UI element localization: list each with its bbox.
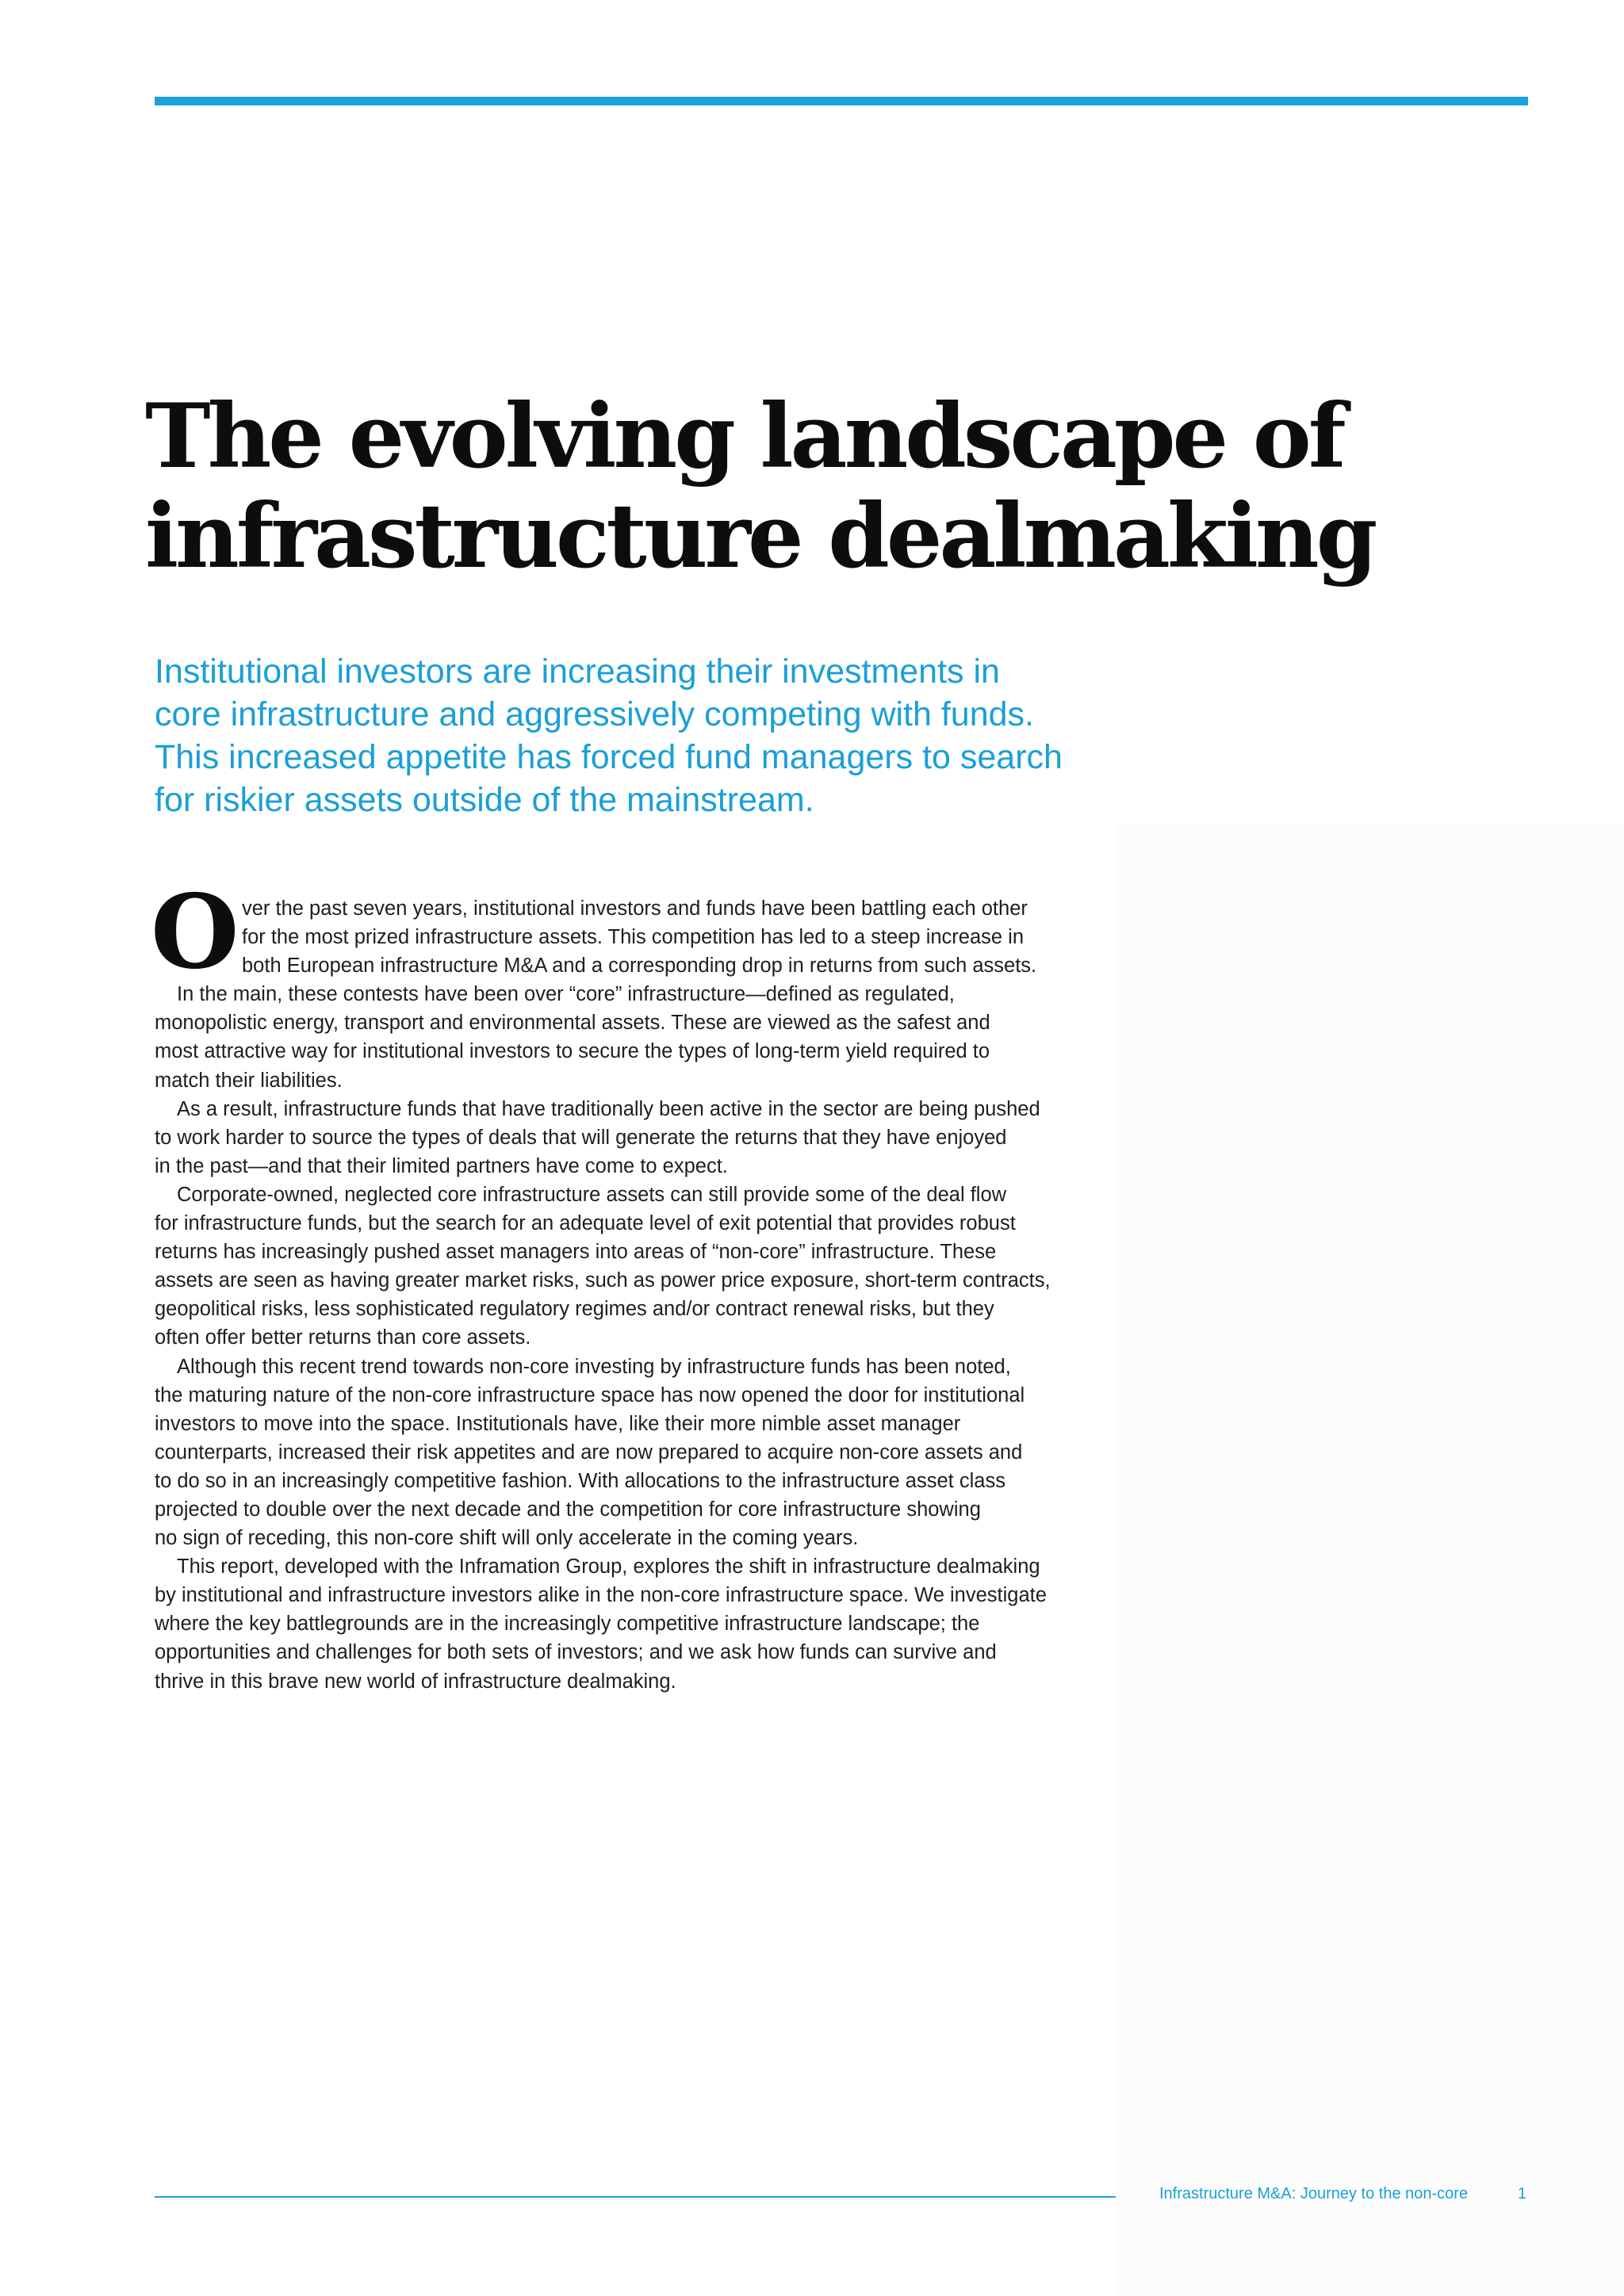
- body-line: for infrastructure funds, but the search for an adequate level of exit potential that provides robust: [155, 1212, 1016, 1235]
- body-line: projected to double over the next decade and the competition for core infrastructure showing: [155, 1498, 981, 1521]
- body-line: in the past—and that their limited partners have come to expect.: [155, 1154, 728, 1177]
- body-line: As a result, infrastructure funds that have traditionally been active in the sector are being pushed: [177, 1097, 1040, 1120]
- body-line: ver the past seven years, institutional investors and funds have been battling each other: [242, 897, 1028, 920]
- footer-rule: [155, 2196, 1116, 2198]
- standfirst-line: This increased appetite has forced fund managers to search: [155, 738, 1063, 776]
- page-title: [145, 387, 1493, 587]
- body-line: Corporate-owned, neglected core infrastructure assets can still provide some of the deal flow: [177, 1183, 1007, 1206]
- body-line: where the key battlegrounds are in the increasingly competitive infrastructure landscape; the: [155, 1613, 980, 1636]
- body-line: thrive in this brave new world of infrastructure dealmaking.: [155, 1670, 676, 1693]
- body-line: most attractive way for institutional investors to secure the types of long-term yield required to: [155, 1040, 990, 1063]
- title-line: The evolving landscape of: [145, 385, 1343, 488]
- body-line: match their liabilities.: [155, 1069, 343, 1092]
- standfirst-line: for riskier assets outside of the mainstream.: [155, 781, 814, 819]
- body-line: This report, developed with the Inframation Group, explores the shift in infrastructure dealmaking: [177, 1556, 1040, 1578]
- body-line: often offer better returns than core assets.: [155, 1326, 531, 1349]
- footer-publication-title: Infrastructure M&A: Journey to the non-core: [1159, 2185, 1469, 2202]
- body-line: assets are seen as having greater market risks, such as power price exposure, short-term contracts,: [155, 1269, 1051, 1292]
- page-background-shade: [1115, 825, 1624, 2296]
- body-line: to work harder to source the types of deals that will generate the returns that they have enjoyed: [155, 1126, 1007, 1149]
- body-line: to do so in an increasingly competitive fashion. With allocations to the infrastructure asset class: [155, 1469, 1005, 1492]
- standfirst-line: core infrastructure and aggressively competing with funds.: [155, 695, 1034, 733]
- body-line: investors to move into the space. Institutionals have, like their more nimble asset manager: [155, 1412, 961, 1435]
- top-accent-rule: [155, 97, 1528, 105]
- body-line: the maturing nature of the non-core infrastructure space has now opened the door for institutional: [155, 1383, 1025, 1406]
- body-line: for the most prized infrastructure assets. This competition has led to a steep increase in: [242, 926, 1025, 949]
- body-line: opportunities and challenges for both sets of investors; and we ask how funds can survive and: [155, 1641, 997, 1664]
- page-number: 1: [1518, 2185, 1527, 2202]
- body-line: returns has increasingly pushed asset managers into areas of “non-core” infrastructure. These: [155, 1241, 997, 1264]
- body-line: geopolitical risks, less sophisticated regulatory regimes and/or contract renewal risks, but they: [155, 1298, 994, 1321]
- standfirst: [155, 650, 1146, 821]
- body-line: by institutional and infrastructure investors alike in the non-core infrastructure space. We investigate: [155, 1584, 1047, 1607]
- title-line: infrastructure dealmaking: [145, 485, 1375, 588]
- body-line: counterparts, increased their risk appetites and are now prepared to acquire non-core assets and: [155, 1441, 1023, 1464]
- body-line: Although this recent trend towards non-core investing by infrastructure funds has been noted,: [177, 1355, 1011, 1378]
- drop-cap: O: [151, 873, 239, 992]
- body-text: [155, 894, 1130, 1696]
- body-line: no sign of receding, this non-core shift will only accelerate in the coming years.: [155, 1527, 859, 1550]
- body-line: both European infrastructure M&A and a corresponding drop in returns from such assets.: [242, 955, 1037, 978]
- body-line: monopolistic energy, transport and environmental assets. These are viewed as the safest and: [155, 1012, 990, 1035]
- standfirst-line: Institutional investors are increasing their investments in: [155, 652, 1000, 691]
- body-line: In the main, these contests have been over “core” infrastructure—defined as regulated,: [177, 983, 955, 1006]
